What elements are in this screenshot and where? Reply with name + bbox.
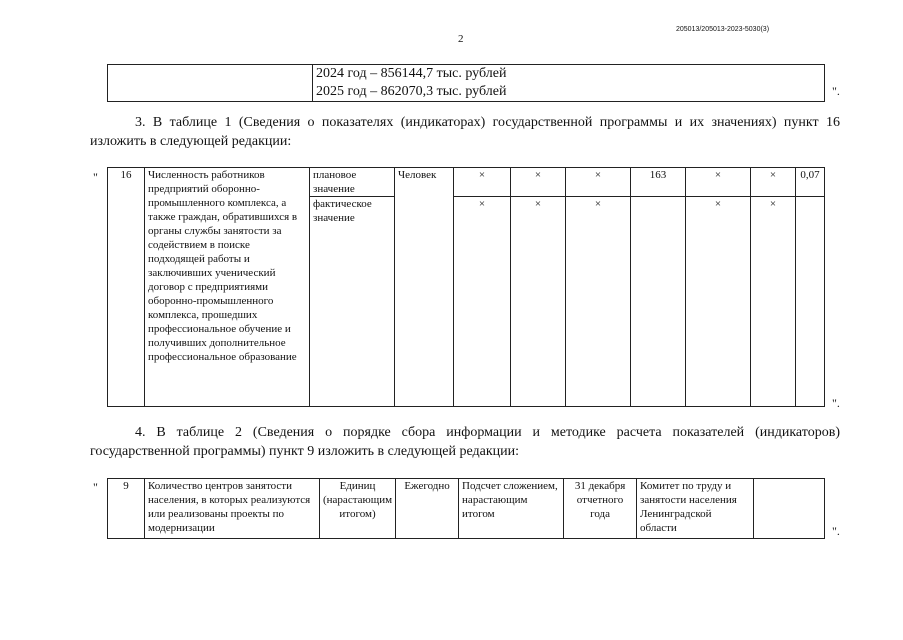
type-plan: плановое значение <box>310 168 395 197</box>
funding-2024: 2024 год – 856144,7 тыс. рублей <box>316 66 507 81</box>
paragraph-3: 3. В таблице 1 (Сведения о показателях (индикаторах) государственной программы и их значениях) пункт 16 изложить в следующей редакции: <box>90 115 840 149</box>
funding-empty-cell <box>108 65 313 102</box>
methodology-table <box>107 478 825 539</box>
plan-value-7: 0,07 <box>796 168 825 197</box>
closing-quote-table2: ". <box>832 524 840 538</box>
fact-value-3: × <box>566 197 631 407</box>
type-fact: фактическое значение <box>310 197 395 407</box>
fact-value-2: × <box>511 197 566 407</box>
plan-value-1: × <box>454 168 511 197</box>
plan-value-3: × <box>566 168 631 197</box>
document-id: 205013/205013-2023-5030(3) <box>676 26 770 33</box>
extra-cell <box>754 479 825 539</box>
plan-value-6: × <box>751 168 796 197</box>
paragraph-4: 4. В таблице 2 (Сведения о порядке сбора информации и методике расчета показателей (индикаторов) государственной программы) пункт 9 изложить в следующей редакции: <box>90 425 840 459</box>
unit: Человек <box>395 168 454 407</box>
indicator-name: Численность работников предприятий оборонно-промышленного комплекса, а также граждан, обратившихся в органы службы занятости за содействием в поиске подходящей работы и заключивших ученический договор с предприятиями оборонно-промышленного комплекса, прошедших профессиональное обучение и получивших дополнительное профессиональное образование <box>145 168 310 407</box>
fact-value-4 <box>631 197 686 407</box>
funding-years-cell <box>313 65 825 102</box>
indicator-name-2: Количество центров занятости населения, в которых реализуются или реализованы проекты по модернизации <box>145 479 320 539</box>
page-number: 2 <box>458 33 464 45</box>
reporting-date: 31 декабря отчетного года <box>564 479 637 539</box>
funding-2025: 2025 год – 862070,3 тыс. рублей <box>316 84 507 99</box>
closing-quote-table1: ". <box>832 396 840 410</box>
row-number: 16 <box>108 168 145 407</box>
fact-value-6: × <box>751 197 796 407</box>
indicator-table <box>107 167 825 407</box>
plan-value-4: 163 <box>631 168 686 197</box>
plan-value-2: × <box>511 168 566 197</box>
opening-quote-table1: " <box>93 170 98 184</box>
periodicity: Ежегодно <box>396 479 459 539</box>
funding-table <box>107 64 825 102</box>
opening-quote-table2: " <box>93 480 98 494</box>
row-number-2: 9 <box>108 479 145 539</box>
calculation-method: Подсчет сложением, нарастающим итогом <box>459 479 564 539</box>
responsible-body: Комитет по труду и занятости населения Ленинградской области <box>637 479 754 539</box>
closing-quote-1: ". <box>832 84 840 98</box>
fact-value-5: × <box>686 197 751 407</box>
fact-value-7 <box>796 197 825 407</box>
plan-value-5: × <box>686 168 751 197</box>
fact-value-1: × <box>454 197 511 407</box>
unit-2: Единиц (нарастающим итогом) <box>320 479 396 539</box>
